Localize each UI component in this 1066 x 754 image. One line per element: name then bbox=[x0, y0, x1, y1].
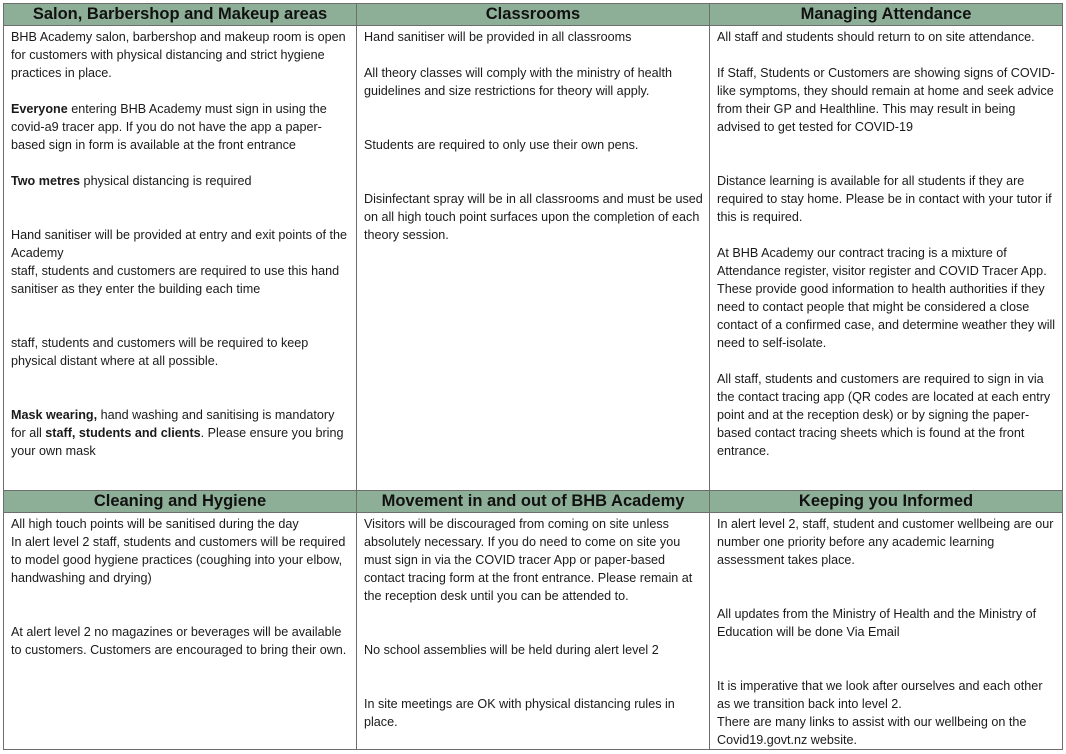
attendance-p5: All staff, students and customers are required to sign in via the contact tracing app (QR codes are located at each entry point and at the reception desk) or by signing the paper-based contact tracing sheets which is found at the front entrance. bbox=[717, 372, 1051, 458]
cleaning-p1: All high touch points will be sanitised during the day bbox=[11, 517, 299, 531]
classrooms-p3: Students are required to only use their own pens. bbox=[364, 138, 639, 152]
salon-p7-bold: Mask wearing, bbox=[11, 408, 98, 422]
attendance-p3: Distance learning is available for all students if they are required to stay home. Please be in contact with your tutor if this is required. bbox=[717, 174, 1052, 224]
salon-p7-text: hand washing and sanitising is mandatory for all bbox=[11, 408, 335, 440]
salon-p7-end: . Please ensure you bring your own mask bbox=[11, 426, 344, 458]
salon-p2-bold: Everyone bbox=[11, 102, 68, 116]
salon-p7 bbox=[11, 406, 350, 460]
informed-p4: There are many links to assist with our wellbeing on the Covid19.govt.nz website. bbox=[717, 715, 1027, 747]
informed-p2: All updates from the Ministry of Health and the Ministry of Education will be done Via Email bbox=[717, 607, 1037, 639]
salon-p2 bbox=[11, 100, 350, 154]
movement-p3: In site meetings are OK with physical distancing rules in place. bbox=[364, 697, 675, 729]
cleaning-p3: At alert level 2 no magazines or beverages will be available to customers. Customers are encouraged to bring their own. bbox=[11, 625, 347, 657]
salon-p2-text: entering BHB Academy must sign in using the covid-a9 tracer app. If you do not have the app a paper-based sign in form is available at the front entrance bbox=[11, 102, 327, 152]
attendance-heading: Managing Attendance bbox=[710, 4, 1063, 26]
salon-cell bbox=[4, 26, 357, 491]
salon-p6: staff, students and customers will be required to keep physical distant where at all possible. bbox=[11, 336, 309, 368]
movement-cell bbox=[357, 513, 710, 750]
attendance-p1: All staff and students should return to on site attendance. bbox=[717, 30, 1035, 44]
salon-p4: Hand sanitiser will be provided at entry and exit points of the Academy bbox=[11, 228, 348, 260]
informed-cell bbox=[710, 513, 1063, 750]
attendance-p2: If Staff, Students or Customers are showing signs of COVID-like symptoms, they should remain at home and seek advice from their GP and Healthline. This may result in being advised to get tested for COVID-19 bbox=[717, 66, 1055, 134]
classrooms-p2: All theory classes will comply with the ministry of health guidelines and size restrictions for theory will apply. bbox=[364, 66, 672, 98]
cleaning-heading: Cleaning and Hygiene bbox=[4, 491, 357, 513]
salon-p1: BHB Academy salon, barbershop and makeup room is open for customers with physical distancing and strict hygiene practices in place. bbox=[11, 30, 346, 80]
movement-heading: Movement in and out of BHB Academy bbox=[357, 491, 710, 513]
informed-p1: In alert level 2, staff, student and customer wellbeing are our number one priority before any academic learning assessment takes place. bbox=[717, 517, 1054, 567]
covid-guidelines-table bbox=[3, 3, 1063, 750]
classrooms-cell bbox=[357, 26, 710, 491]
salon-p3-bold: Two metres bbox=[11, 174, 81, 188]
attendance-cell bbox=[710, 26, 1063, 491]
cleaning-p2: In alert level 2 staff, students and customers will be required to model good hygiene practices (coughing into your elbow, handwashing and drying) bbox=[11, 535, 346, 585]
attendance-p4: At BHB Academy our contract tracing is a mixture of Attendance register, visitor register and COVID Tracer App. These provide good information to health authorities if they need to contact people that might be considered a close contact of a confirmed case, and determine weather they will need to self-isolate. bbox=[717, 246, 1056, 350]
salon-heading: Salon, Barbershop and Makeup areas bbox=[4, 4, 357, 26]
classrooms-p4: Disinfectant spray will be in all classrooms and must be used on all high touch point surfaces upon the completion of each theory session. bbox=[364, 192, 703, 242]
movement-p1: Visitors will be discouraged from coming on site unless absolutely necessary. If you do need to come on site you must sign in via the COVID tracer App or paper-based contact tracing form at the front entrance. Please remain at the reception desk until you can be attended to. bbox=[364, 517, 693, 603]
movement-p2: No school assemblies will be held during alert level 2 bbox=[364, 643, 659, 657]
informed-heading: Keeping you Informed bbox=[710, 491, 1063, 513]
classrooms-p1: Hand sanitiser will be provided in all classrooms bbox=[364, 30, 632, 44]
salon-p7-bold2: staff, students and clients bbox=[45, 426, 201, 440]
salon-p3-text: physical distancing is required bbox=[80, 174, 252, 188]
salon-p3 bbox=[11, 172, 350, 190]
salon-p5: staff, students and customers are required to use this hand sanitiser as they enter the building each time bbox=[11, 264, 340, 296]
cleaning-cell bbox=[4, 513, 357, 750]
informed-p3: It is imperative that we look after ourselves and each other as we transition back into level 2. bbox=[717, 679, 1043, 711]
classrooms-heading: Classrooms bbox=[357, 4, 710, 26]
